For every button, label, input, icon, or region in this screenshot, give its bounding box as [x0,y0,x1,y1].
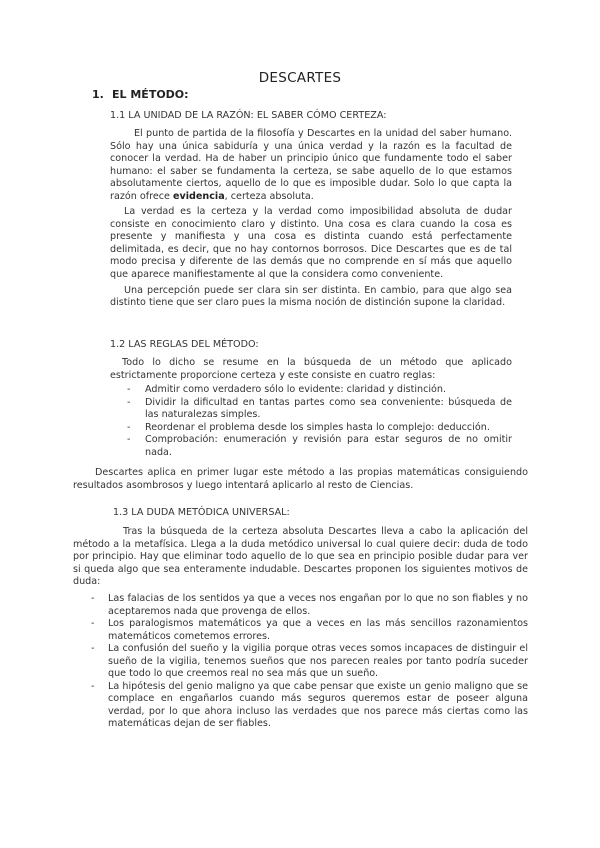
subsection-heading-1-2: 1.2 LAS REGLAS DEL MÉTODO: [110,339,259,350]
paragraph: Todo lo dicho se resume en la búsqueda de un método que aplicado estrictamente proporcione certeza y este consiste en cuatro reglas: [110,357,512,381]
list-item: - Dividir la dificultad en tantas partes como sea conveniente: búsqueda de las naturalezas simples. [126,397,512,422]
list-item: - Admitir como verdadero sólo lo evidente: claridad y distinción. [126,384,512,397]
paragraph-text: , certeza absoluta. [224,190,314,202]
subsection-1-2-intro [110,357,512,382]
document-title: DESCARTES [258,70,342,86]
list-item: - La confusión del sueño y la vigilia porque otras veces somos incapaces de distinguir el sueño de la vigilia, tenemos sueños que nos parecen reales por tanto podría suceder que todo lo que creemos real no sea más que un sueño. [90,643,528,681]
list-item: - Comprobación: enumeración y revisión para estar seguros de no omitir nada. [126,434,512,459]
doubt-motives-list [90,593,528,731]
rules-list [126,384,512,459]
section-number: 1. [92,88,104,101]
list-item: - La hipótesis del genio maligno ya que cabe pensar que existe un genio maligno que se complace en engañarlos cuando más seguros queremos estar de poseer alguna verdad, por lo que ahora incluso las verdades que nos parece más ciertas como las matemáticas dejan de ser fiables. [90,681,528,731]
subsection-heading-1-3: 1.3 LA DUDA METÓDICA UNIVERSAL: [113,507,290,518]
subsection-heading-1-1: 1.1 LA UNIDAD DE LA RAZÓN: EL SABER CÓMO CERTEZA: [110,110,387,121]
paragraph: Descartes aplica en primer lugar este método a las propias matemáticas consiguiendo resultados asombrosos y luego intentará aplicarlo al resto de Ciencias. [73,467,528,491]
paragraph: Tras la búsqueda de la certeza absoluta Descartes lleva a cabo la aplicación del método a la metafísica. Llega a la duda metódico universal lo cual quiere decir: duda de todo por principio. Hay que eliminar todo aquello de lo que sea en principio posible dudar para ver si queda algo que sea enteramente indudable. Descartes proponen los siguientes motivos de duda: [73,526,528,588]
subsection-1-3-intro [73,526,528,589]
list-item: - Las falacias de los sentidos ya que a veces nos engañan por lo que no son fiables y no aceptaremos nada que provenga de ellos. [90,593,528,618]
list-item: - Los paralogismos matemáticos ya que a veces en las más sencillos razonamientos matemáticos cometemos errores. [90,618,528,643]
section-title: EL MÉTODO: [112,88,189,101]
paragraph: Una percepción puede ser clara sin ser distinta. En cambio, para que algo sea distinto tiene que ser claro pues la misma noción de distinción supone la claridad. [110,284,512,309]
paragraph [110,128,512,203]
list-item: - Reordenar el problema desde los simples hasta lo complejo: deducción. [126,422,512,435]
section-heading [92,88,189,101]
paragraph-text: El punto de partida de la filosofía y Descartes en la unidad del saber humano. Sólo hay una única sabiduría y una única verdad y la razón es la facultad de conocer la verdad. Ha de haber un principio único que fundamente todo el saber humano: el saber se fundamenta la certeza, se sabe aquello de lo que estamos absolutamente ciertos, aquello de lo que es imposible dudar. Solo lo que capta la razón ofrece [110,128,512,202]
paragraph: La verdad es la certeza y la verdad como imposibilidad absoluta de dudar consiste en conocimiento claro y distinto. Una cosa es clara cuando la cosa es presente y manifiesta y una cosa es distinta cuando está perfectamente delimitada, es decir, que no hay contornos borrosos. Dice Descartes que es de tal modo precisa y diferente de las demás que no comprende en sí más que aquello que aparece manifiestamente al que la considera como conveniente. [110,206,512,281]
emphasis-text: evidencia [172,190,225,202]
subsection-1-1-body [110,128,512,310]
subsection-1-2-closing [73,467,528,492]
